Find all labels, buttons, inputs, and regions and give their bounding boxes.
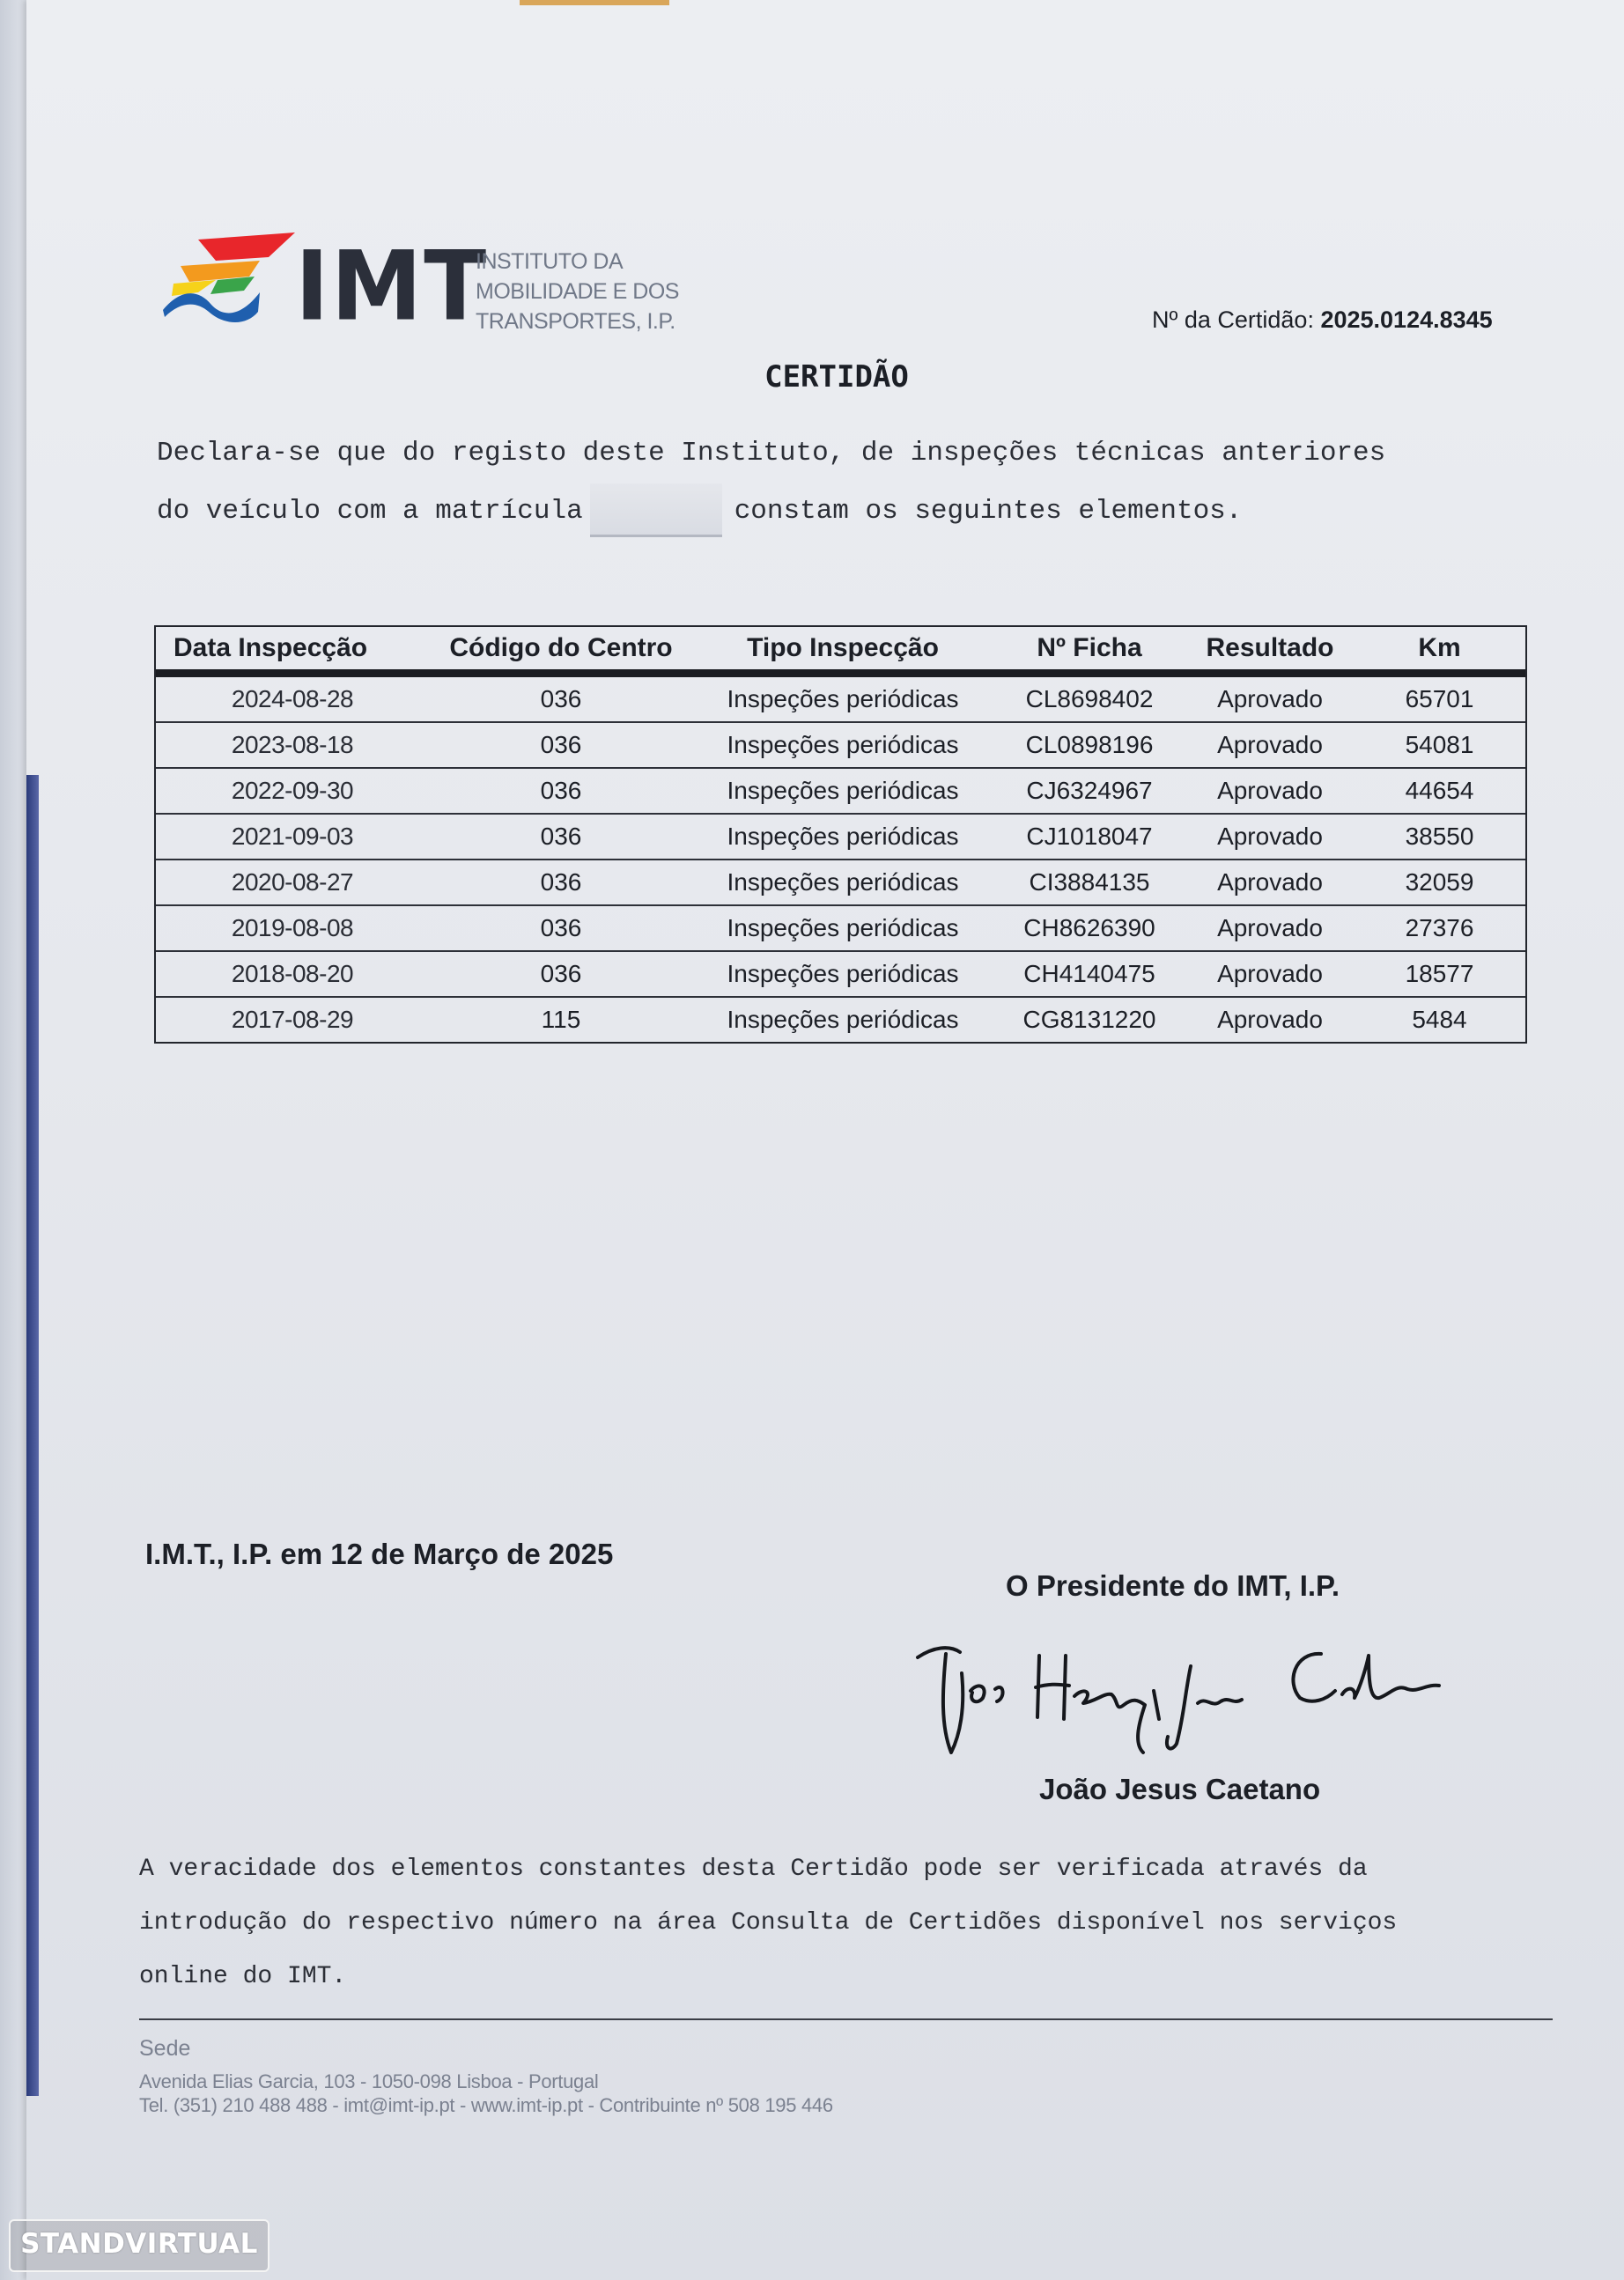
verification-line-1: A veracidade dos elementos constantes desta Certidão pode ser verificada através da bbox=[139, 1856, 1368, 1883]
address-line-1: Avenida Elias Garcia, 103 - 1050-098 Lisboa - Portugal bbox=[139, 2070, 599, 2092]
table-row bbox=[156, 677, 1525, 723]
header-date: Data Inspecção bbox=[173, 633, 368, 662]
redacted-plate bbox=[590, 483, 722, 537]
cell-record-number: CG8131220 bbox=[1022, 1006, 1156, 1033]
imt-logo bbox=[163, 231, 691, 345]
table-row bbox=[156, 906, 1525, 952]
cell-inspection-type: Inspeções periódicas bbox=[727, 823, 959, 850]
logo-text-line-1: INSTITUTO DA bbox=[476, 249, 624, 274]
cell-date: 2019-08-08 bbox=[231, 914, 354, 941]
header-center-code: Código do Centro bbox=[449, 633, 673, 662]
cell-result: Aprovado bbox=[1217, 1006, 1323, 1033]
paper-tab bbox=[520, 0, 669, 5]
cell-record-number: CL8698402 bbox=[1025, 685, 1154, 712]
cell-km: 32059 bbox=[1405, 868, 1474, 896]
cell-km: 44654 bbox=[1405, 777, 1474, 804]
cell-result: Aprovado bbox=[1217, 777, 1323, 804]
table-row bbox=[156, 815, 1525, 860]
table-row bbox=[156, 952, 1525, 998]
logo-letters: IMT bbox=[295, 229, 489, 343]
binder-edge bbox=[26, 775, 39, 2096]
footer-divider bbox=[139, 2018, 1553, 2020]
cell-km: 5484 bbox=[1412, 1006, 1467, 1033]
cell-km: 27376 bbox=[1405, 914, 1474, 941]
imt-logo-mark-icon bbox=[163, 231, 295, 328]
address-line-2: Tel. (351) 210 488 488 - imt@imt-ip.pt - www.imt-ip.pt - Contribuinte nº 508 195 446 bbox=[139, 2094, 833, 2116]
header-km: Km bbox=[1418, 633, 1461, 662]
declaration-line-1: Declara-se que do registo deste Instituto, de inspeções técnicas anteriores bbox=[157, 438, 1386, 469]
cell-result: Aprovado bbox=[1217, 960, 1323, 987]
cell-km: 65701 bbox=[1405, 685, 1474, 712]
cell-result: Aprovado bbox=[1217, 914, 1323, 941]
cell-center-code: 036 bbox=[540, 777, 582, 804]
declaration-line-2-start: do veículo com a matrícula bbox=[157, 496, 583, 527]
certificate-number-value: 2025.0124.8345 bbox=[1320, 306, 1493, 333]
header-inspection-type: Tipo Inspecção bbox=[747, 633, 939, 662]
cell-date: 2024-08-28 bbox=[231, 685, 354, 712]
cell-date: 2020-08-27 bbox=[231, 868, 354, 896]
logo-text-line-2: MOBILIDADE E DOS bbox=[476, 279, 679, 304]
cell-date: 2022-09-30 bbox=[231, 777, 354, 804]
certificate-number-label: Nº da Certidão: bbox=[1152, 306, 1314, 333]
table-header bbox=[156, 627, 1525, 677]
cell-record-number: CJ6324967 bbox=[1026, 777, 1153, 804]
header-record-number: Nº Ficha bbox=[1037, 633, 1142, 662]
table-row bbox=[156, 998, 1525, 1042]
logo-text-line-3: TRANSPORTES, I.P. bbox=[476, 309, 675, 334]
document-title: CERTIDÃO bbox=[764, 359, 909, 395]
cell-record-number: CJ1018047 bbox=[1026, 823, 1153, 850]
cell-result: Aprovado bbox=[1217, 823, 1323, 850]
cell-inspection-type: Inspeções periódicas bbox=[727, 731, 959, 758]
cell-result: Aprovado bbox=[1217, 731, 1323, 758]
cell-date: 2018-08-20 bbox=[231, 960, 354, 987]
logo-text bbox=[476, 247, 679, 336]
cell-record-number: CH8626390 bbox=[1023, 914, 1155, 941]
cell-record-number: CI3884135 bbox=[1029, 868, 1150, 896]
watermark-text: STANDVIRTUAL bbox=[20, 2228, 258, 2260]
cell-km: 18577 bbox=[1405, 960, 1474, 987]
cell-date: 2017-08-29 bbox=[231, 1006, 354, 1033]
declaration-line-2 bbox=[157, 483, 1522, 541]
declaration-line-2-end: constam os seguintes elementos. bbox=[734, 496, 1243, 527]
cell-result: Aprovado bbox=[1217, 868, 1323, 896]
handwritten-signature bbox=[907, 1620, 1480, 1761]
declaration-paragraph bbox=[157, 424, 1522, 541]
cell-inspection-type: Inspeções periódicas bbox=[727, 777, 959, 804]
header-result: Resultado bbox=[1206, 633, 1334, 662]
president-title: O Presidente do IMT, I.P. bbox=[1006, 1569, 1340, 1602]
verification-notice bbox=[139, 1842, 1566, 2003]
table-row bbox=[156, 723, 1525, 769]
verification-line-2: introdução do respectivo número na área Consulta de Certidões disponível nos serviços bbox=[139, 1909, 1398, 1937]
standvirtual-watermark bbox=[9, 2219, 269, 2272]
inspection-table bbox=[154, 625, 1527, 1044]
cell-inspection-type: Inspeções periódicas bbox=[727, 1006, 959, 1033]
headquarters-label: Sede bbox=[139, 2036, 191, 2061]
cell-inspection-type: Inspeções periódicas bbox=[727, 960, 959, 987]
headquarters-address bbox=[139, 2070, 833, 2117]
president-name: João Jesus Caetano bbox=[1039, 1773, 1321, 1805]
cell-inspection-type: Inspeções periódicas bbox=[727, 914, 959, 941]
place-and-date: I.M.T., I.P. em 12 de Março de 2025 bbox=[145, 1538, 614, 1570]
cell-date: 2021-09-03 bbox=[231, 823, 354, 850]
cell-center-code: 036 bbox=[540, 960, 582, 987]
cell-inspection-type: Inspeções periódicas bbox=[727, 868, 959, 896]
table-body bbox=[156, 677, 1525, 1042]
cell-center-code: 115 bbox=[541, 1006, 581, 1033]
cell-record-number: CH4140475 bbox=[1023, 960, 1155, 987]
cell-date: 2023-08-18 bbox=[231, 731, 354, 758]
cell-km: 54081 bbox=[1405, 731, 1474, 758]
certificate-number bbox=[1152, 306, 1493, 334]
cell-record-number: CL0898196 bbox=[1025, 731, 1154, 758]
cell-inspection-type: Inspeções periódicas bbox=[727, 685, 959, 712]
cell-km: 38550 bbox=[1405, 823, 1474, 850]
cell-center-code: 036 bbox=[540, 823, 582, 850]
cell-center-code: 036 bbox=[540, 914, 582, 941]
table-row bbox=[156, 860, 1525, 906]
cell-result: Aprovado bbox=[1217, 685, 1323, 712]
table-row bbox=[156, 769, 1525, 815]
cell-center-code: 036 bbox=[540, 731, 582, 758]
verification-line-3: online do IMT. bbox=[139, 1963, 347, 1990]
cell-center-code: 036 bbox=[540, 685, 582, 712]
cell-center-code: 036 bbox=[540, 868, 582, 896]
